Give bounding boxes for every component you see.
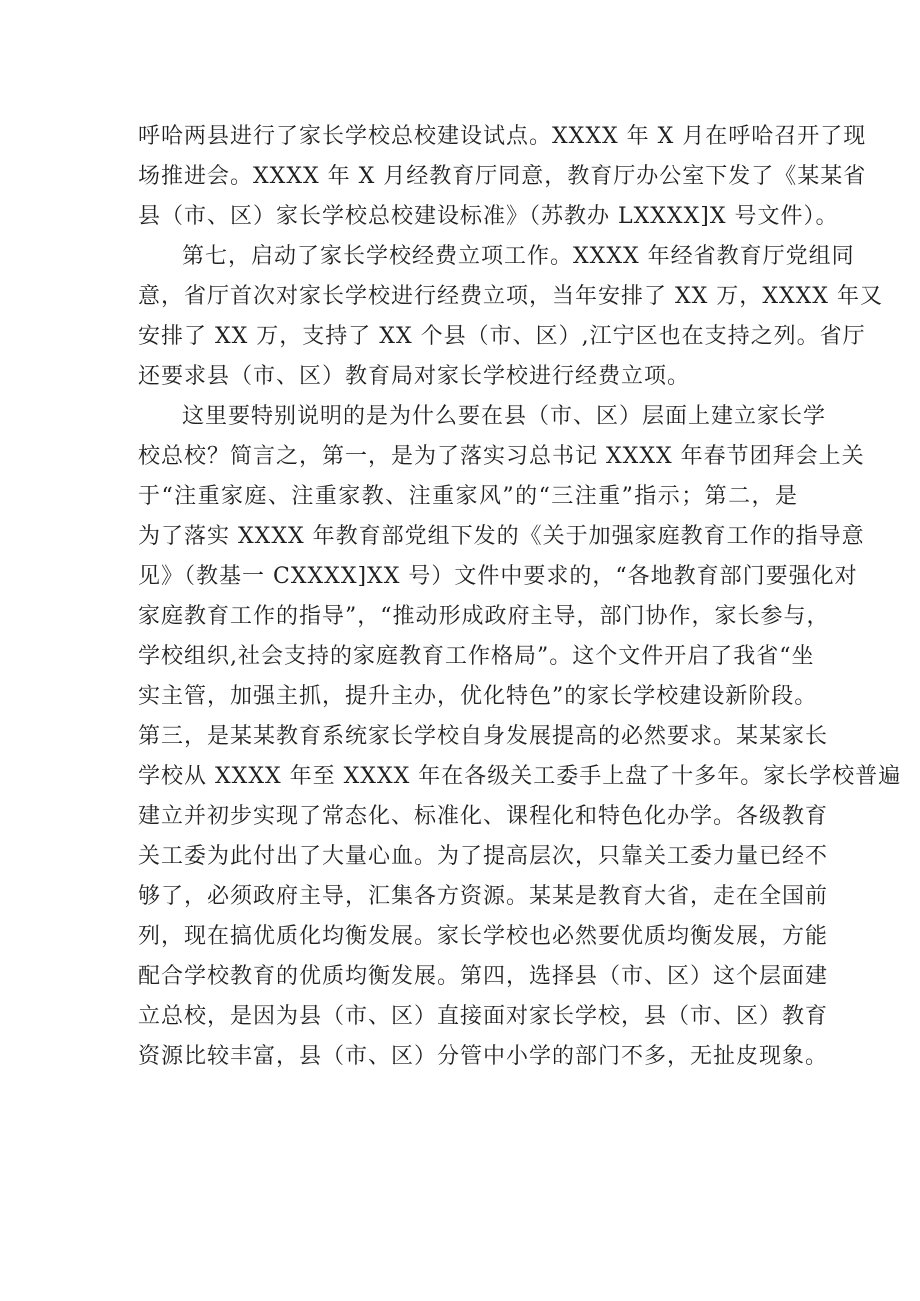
paragraph-2 <box>138 237 883 397</box>
text-line: 还要求县（市、区）教育局对家长学校进行经费立项。 <box>138 364 691 389</box>
paragraph-1 <box>138 117 867 237</box>
text-line: 实主管，加强主抓，提升主办，优化特色”的家长学校建设新阶段。 <box>138 684 818 709</box>
text-line: 立总校，是因为县（市、区）直接面对家长学校，县（市、区）教育 <box>138 1004 829 1029</box>
text-line: 第三，是某某教育系统家长学校自身发展提高的必然要求。某某家长 <box>138 724 829 749</box>
text-line: 关工委为此付出了大量心血。为了提高层次，只靠关工委力量已经不 <box>138 844 829 869</box>
text-line: 校总校？简言之，第一，是为了落实习总书记 XXXX 年春节团拜会上关 <box>138 444 865 469</box>
text-line: 安排了 XX 万，支持了 XX 个县（市、区）,江宁区也在支持之列。省厅 <box>138 324 866 349</box>
text-line: 够了，必须政府主导，汇集各方资源。某某是教育大省，走在全国前 <box>138 884 829 909</box>
text-line: 见》（教基一 CXXXX]XX 号）文件中要求的，“各地教育部门要强化对 <box>138 564 858 589</box>
text-line: 第七，启动了家长学校经费立项工作。XXXX 年经省教育厅党组同 <box>182 244 855 269</box>
text-line: 意，省厅首次对家长学校进行经费立项，当年安排了 XX 万，XXXX 年又 <box>138 284 883 309</box>
paragraph-3 <box>138 397 902 1077</box>
text-line: 配合学校教育的优质均衡发展。第四，选择县（市、区）这个层面建 <box>138 964 829 989</box>
text-line: 资源比较丰富，县（市、区）分管中小学的部门不多，无扯皮现象。 <box>138 1044 829 1069</box>
text-line: 为了落实 XXXX 年教育部党组下发的《关于加强家庭教育工作的指导意 <box>138 524 865 549</box>
text-line: 县（市、区）家长学校总校建设标准》（苏教办 LXXXX]X 号文件）。 <box>138 204 839 229</box>
text-line: 这里要特别说明的是为什么要在县（市、区）层面上建立家长学 <box>182 404 827 429</box>
text-line: 呼哈两县进行了家长学校总校建设试点。XXXX 年 X 月在呼哈召开了现 <box>138 124 867 149</box>
document-body <box>138 117 902 1077</box>
text-line: 建立并初步实现了常态化、标准化、课程化和特色化办学。各级教育 <box>138 804 829 829</box>
text-line: 场推进会。XXXX 年 X 月经教育厅同意，教育厅办公室下发了《某某省 <box>138 164 867 189</box>
text-line: 列，现在搞优质化均衡发展。家长学校也必然要优质均衡发展，方能 <box>138 924 829 949</box>
text-line: 家庭教育工作的指导”，“推动形成政府主导，部门协作，家长参与， <box>138 604 830 629</box>
text-line: 学校组织,社会支持的家庭教育工作格局”。这个文件开启了我省“坐 <box>138 644 815 669</box>
text-line: 于“注重家庭、注重家教、注重家风”的“三注重”指示；第二，是 <box>138 484 798 509</box>
text-line: 学校从 XXXX 年至 XXXX 年在各级关工委手上盘了十多年。家长学校普遍 <box>138 764 902 789</box>
